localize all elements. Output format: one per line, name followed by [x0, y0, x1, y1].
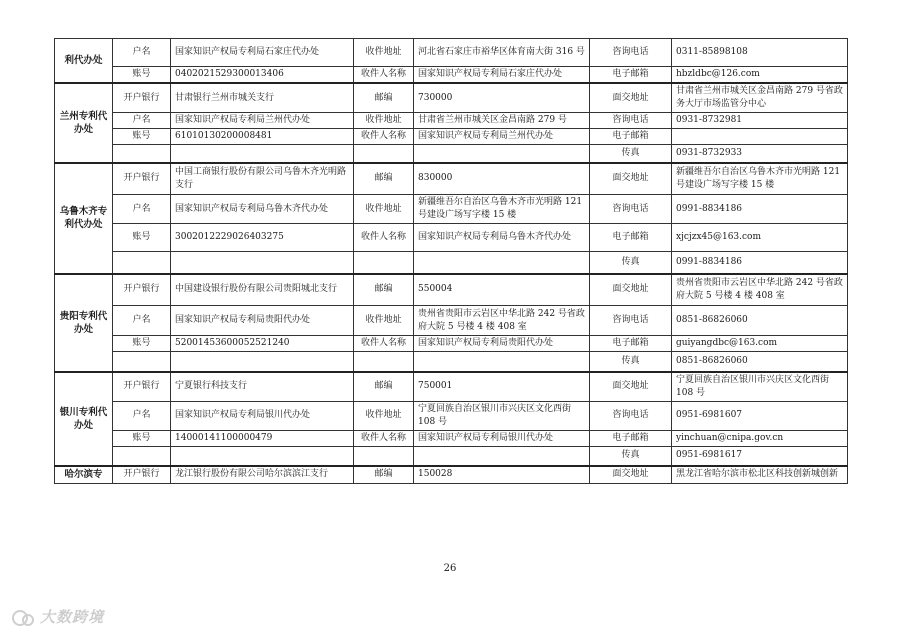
field-value: 国家知识产权局专利局石家庄代办处	[414, 67, 590, 84]
field-value: 61010130200008481	[171, 129, 354, 145]
table-row	[55, 306, 848, 336]
field-label: 户名	[113, 401, 171, 430]
field-value: 0931-8732933	[672, 145, 848, 163]
watermark	[10, 606, 104, 627]
table-row	[55, 352, 848, 372]
field-label: 账号	[113, 129, 171, 145]
field-value: 黑龙江省哈尔滨市松北区科技创新城创新	[672, 466, 848, 483]
field-label: 咨询电话	[590, 306, 672, 336]
field-label: 收件人名称	[354, 336, 414, 352]
field-label: 邮编	[354, 466, 414, 483]
field-label: 电子邮箱	[590, 67, 672, 84]
field-value: 0991-8834186	[672, 252, 848, 274]
field-label: 户名	[113, 195, 171, 224]
field-value: 宁夏银行科技支行	[171, 372, 354, 402]
field-value: 0951-6981617	[672, 446, 848, 466]
office-name-cell: 乌鲁木齐专利代办处	[55, 163, 113, 274]
field-label: 收件地址	[354, 39, 414, 67]
table-row	[55, 466, 848, 483]
field-label: 电子邮箱	[590, 129, 672, 145]
field-label: 咨询电话	[590, 39, 672, 67]
field-value: 新疆维吾尔自治区乌鲁木齐市光明路 121 号建设广场写字楼 15 楼	[672, 163, 848, 195]
field-value: 0851-86826060	[672, 306, 848, 336]
field-label: 开户银行	[113, 274, 171, 306]
field-label: 咨询电话	[590, 113, 672, 129]
field-label: 账号	[113, 67, 171, 84]
page-number: 26	[443, 563, 457, 574]
field-label: 电子邮箱	[590, 224, 672, 252]
field-label: 面交地址	[590, 274, 672, 306]
field-value: 150028	[414, 466, 590, 483]
field-value: 550004	[414, 274, 590, 306]
office-name-cell: 哈尔滨专	[55, 466, 113, 483]
field-value	[171, 145, 354, 163]
field-value: 甘肃省兰州市城关区金昌南路 279 号	[414, 113, 590, 129]
field-value: 0991-8834186	[672, 195, 848, 224]
field-value: 0402021529300013406	[171, 67, 354, 84]
office-name-cell: 利代办处	[55, 39, 113, 84]
field-label: 传真	[590, 252, 672, 274]
field-value: 国家知识产权局专利局乌鲁木齐代办处	[414, 224, 590, 252]
field-label: 户名	[113, 113, 171, 129]
table-row	[55, 446, 848, 466]
field-label: 咨询电话	[590, 195, 672, 224]
field-label: 咨询电话	[590, 401, 672, 430]
field-value: 新疆维吾尔自治区乌鲁木齐市光明路 121 号建设广场写字楼 15 楼	[414, 195, 590, 224]
logo-rings-icon	[10, 608, 36, 626]
field-label: 邮编	[354, 372, 414, 402]
field-value: 国家知识产权局专利局贵阳代办处	[414, 336, 590, 352]
field-value: 国家知识产权局专利局兰州代办处	[171, 113, 354, 129]
field-label: 收件人名称	[354, 67, 414, 84]
field-value: 14000141100000479	[171, 430, 354, 446]
table-row	[55, 430, 848, 446]
field-value: hbzldbc@126.com	[672, 67, 848, 84]
field-label: 收件地址	[354, 401, 414, 430]
office-name-cell: 银川专利代办处	[55, 372, 113, 467]
field-value: 0311-85898108	[672, 39, 848, 67]
field-value: 中国建设银行股份有限公司贵阳城北支行	[171, 274, 354, 306]
field-value: xjcjzx45@163.com	[672, 224, 848, 252]
field-value: 宁夏回族自治区银川市兴庆区文化西街 108 号	[672, 372, 848, 402]
field-value: 0851-86826060	[672, 352, 848, 372]
field-value: 国家知识产权局专利局兰州代办处	[414, 129, 590, 145]
watermark-text: 大数跨境	[40, 608, 105, 626]
table-row	[55, 401, 848, 430]
field-label	[113, 446, 171, 466]
field-label: 开户银行	[113, 466, 171, 483]
field-value: 830000	[414, 163, 590, 195]
field-value: guiyangdbc@163.com	[672, 336, 848, 352]
table-row	[55, 195, 848, 224]
field-label: 户名	[113, 306, 171, 336]
table-row	[55, 83, 848, 113]
field-label: 户名	[113, 39, 171, 67]
field-value: 龙江银行股份有限公司哈尔滨滨江支行	[171, 466, 354, 483]
office-name-cell: 兰州专利代办处	[55, 83, 113, 163]
field-label: 账号	[113, 336, 171, 352]
field-value: 中国工商银行股份有限公司乌鲁木齐光明路支行	[171, 163, 354, 195]
field-value	[171, 446, 354, 466]
field-value	[171, 352, 354, 372]
field-label: 收件人名称	[354, 129, 414, 145]
field-value: 宁夏回族自治区银川市兴庆区文化西街 108 号	[414, 401, 590, 430]
field-label: 开户银行	[113, 372, 171, 402]
field-label: 面交地址	[590, 372, 672, 402]
office-name-cell: 贵阳专利代办处	[55, 274, 113, 372]
field-value	[414, 252, 590, 274]
field-label	[113, 145, 171, 163]
table-row	[55, 145, 848, 163]
field-label: 收件人名称	[354, 224, 414, 252]
field-value: 贵州省贵阳市云岩区中华北路 242 号省政府大院 5 号楼 4 楼 408 室	[414, 306, 590, 336]
field-label	[354, 252, 414, 274]
field-label: 账号	[113, 224, 171, 252]
table-row	[55, 372, 848, 402]
table-row	[55, 336, 848, 352]
field-value: 750001	[414, 372, 590, 402]
table-row	[55, 129, 848, 145]
field-value	[414, 446, 590, 466]
field-value: 国家知识产权局专利局石家庄代办处	[171, 39, 354, 67]
field-label: 收件地址	[354, 306, 414, 336]
field-value: 国家知识产权局专利局乌鲁木齐代办处	[171, 195, 354, 224]
table-row	[55, 113, 848, 129]
field-label: 电子邮箱	[590, 430, 672, 446]
table-row	[55, 252, 848, 274]
field-value: 3002012229026403275	[171, 224, 354, 252]
field-label: 电子邮箱	[590, 336, 672, 352]
table-row	[55, 224, 848, 252]
field-label: 开户银行	[113, 83, 171, 113]
field-value: 贵州省贵阳市云岩区中华北路 242 号省政府大院 5 号楼 4 楼 408 室	[672, 274, 848, 306]
field-label: 传真	[590, 352, 672, 372]
field-label: 面交地址	[590, 163, 672, 195]
field-label: 传真	[590, 446, 672, 466]
field-label	[354, 145, 414, 163]
field-value: 730000	[414, 83, 590, 113]
field-label: 邮编	[354, 83, 414, 113]
table-row	[55, 163, 848, 195]
field-label: 收件人名称	[354, 430, 414, 446]
field-label	[113, 252, 171, 274]
table-row	[55, 67, 848, 84]
field-value: 0951-6981607	[672, 401, 848, 430]
field-value	[414, 352, 590, 372]
field-label	[354, 352, 414, 372]
field-value: yinchuan@cnipa.gov.cn	[672, 430, 848, 446]
field-value: 国家知识产权局专利局银川代办处	[414, 430, 590, 446]
table-row	[55, 274, 848, 306]
field-label: 邮编	[354, 163, 414, 195]
field-value	[672, 129, 848, 145]
table-row	[55, 39, 848, 67]
field-value: 国家知识产权局专利局银川代办处	[171, 401, 354, 430]
field-value: 甘肃银行兰州市城关支行	[171, 83, 354, 113]
field-label: 收件地址	[354, 195, 414, 224]
field-label: 账号	[113, 430, 171, 446]
field-label: 面交地址	[590, 83, 672, 113]
field-value	[171, 252, 354, 274]
office-info-table	[54, 38, 848, 484]
field-value: 0931-8732981	[672, 113, 848, 129]
field-value: 52001453600052521240	[171, 336, 354, 352]
field-label	[354, 446, 414, 466]
field-label: 传真	[590, 145, 672, 163]
field-label: 邮编	[354, 274, 414, 306]
field-value: 国家知识产权局专利局贵阳代办处	[171, 306, 354, 336]
field-value: 甘肃省兰州市城关区金昌南路 279 号省政务大厅市场监管分中心	[672, 83, 848, 113]
field-value: 河北省石家庄市裕华区体育南大街 316 号	[414, 39, 590, 67]
field-value	[414, 145, 590, 163]
field-label	[113, 352, 171, 372]
field-label: 面交地址	[590, 466, 672, 483]
field-label: 开户银行	[113, 163, 171, 195]
field-label: 收件地址	[354, 113, 414, 129]
